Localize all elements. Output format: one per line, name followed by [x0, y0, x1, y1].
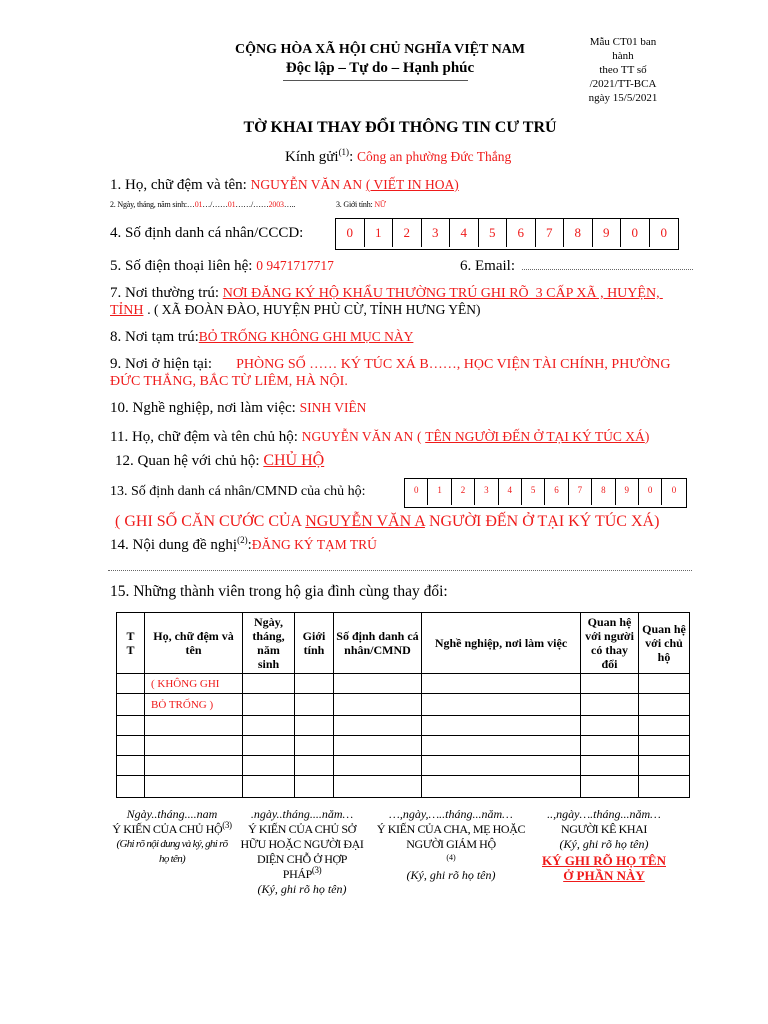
head-id-digit-box: 7 — [569, 479, 592, 505]
table-cell — [243, 756, 295, 776]
table-cell — [117, 776, 145, 798]
table-cell — [334, 776, 422, 798]
table-cell — [581, 776, 639, 798]
table-row — [117, 694, 690, 716]
signature-heading-text: Ý KIẾN CỦA CHỦ HỘ — [112, 822, 223, 836]
signature-owner — [238, 807, 366, 897]
table-cell — [117, 694, 145, 716]
signature-instruction: (Ghi rõ nội dung và ký, ghi rõ họ tên) — [116, 838, 228, 865]
head-id-instruction — [115, 512, 659, 532]
head-id-digit-box: 1 — [428, 479, 451, 505]
id-digit-box: 5 — [479, 219, 508, 247]
table-row — [117, 776, 690, 798]
field-permanent-residence — [110, 285, 695, 319]
table-cell — [334, 716, 422, 736]
field-label: 8. Nơi tạm trú: — [110, 329, 199, 345]
household-head-hint-close: ) — [644, 429, 650, 444]
recipient-colon: : — [349, 149, 354, 165]
column-header: Nghề nghiệp, nơi làm việc — [422, 613, 581, 674]
table-cell — [243, 674, 295, 694]
footnote-ref: (4) — [446, 853, 456, 862]
head-id-number-boxes — [404, 478, 687, 508]
household-head-hint: TÊN NGƯỜI ĐẾN Ở TẠI KÝ TÚC XÁ — [425, 429, 645, 444]
head-id-digit-box: 4 — [499, 479, 522, 505]
instruction-name: NGUYỄN VĂN A — [305, 513, 425, 530]
signature-date: .ngày..tháng....năm… — [250, 807, 354, 821]
head-id-digit-box: 0 — [639, 479, 662, 505]
phone-value: 0 9471717717 — [256, 258, 334, 273]
field-date-of-birth — [110, 199, 295, 211]
table-cell — [295, 736, 334, 756]
field-label: 12. Quan hệ với chủ hộ: — [115, 453, 260, 469]
relationship-value: CHỦ HỘ — [263, 452, 325, 469]
field-id-label: 4. Số định danh cá nhân/CCCD: — [110, 225, 304, 241]
table-cell — [639, 776, 690, 798]
head-id-digit-box: 3 — [475, 479, 498, 505]
signature-household-head — [112, 807, 232, 867]
table-cell — [243, 694, 295, 716]
id-digit-box: 3 — [422, 219, 451, 247]
field-label: 2. Ngày, tháng, năm sinh: — [110, 200, 187, 209]
signature-heading: Ý KIẾN CỦA CHA, MẸ HOẶC NGƯỜI GIÁM HỘ — [376, 822, 526, 851]
signature-instruction: (Ký, ghi rõ họ tên) — [406, 868, 496, 882]
form-reference-line: hành — [612, 50, 634, 62]
id-number-boxes — [335, 218, 679, 250]
table-cell — [581, 756, 639, 776]
household-head-value: NGUYỄN VĂN AN — [301, 429, 414, 444]
table-cell — [334, 756, 422, 776]
footnote-ref: (2) — [237, 535, 248, 545]
footnote-ref: (1) — [338, 147, 350, 157]
recipient-value: Công an phường Đức Thắng — [356, 149, 512, 164]
recipient-label: Kính gửi — [285, 149, 339, 165]
field-label: 10. Nghề nghiệp, nơi làm việc: — [110, 400, 296, 416]
field-temporary-residence — [110, 328, 413, 346]
dob-day: 01 — [194, 200, 203, 209]
table-cell — [295, 674, 334, 694]
id-digit-box: 7 — [536, 219, 565, 247]
id-digit-box: 0 — [336, 219, 365, 247]
instruction-part: GHI SỐ CĂN CƯỚC CỦA — [120, 513, 306, 530]
table-row — [117, 756, 690, 776]
signature-guardian — [376, 807, 526, 883]
table-cell — [422, 694, 581, 716]
temporary-residence-value: BỎ TRỐNG KHÔNG GHI MỤC NÀY — [198, 329, 414, 344]
column-header: Quan hệ với chủ hộ — [639, 613, 690, 674]
form-title: TỜ KHAI THAY ĐỔI THÔNG TIN CƯ TRÚ — [243, 119, 557, 136]
table-row — [117, 716, 690, 736]
member-name-cell — [145, 716, 243, 736]
form-reference — [572, 35, 674, 105]
field-full-name — [110, 176, 459, 194]
table-cell — [295, 756, 334, 776]
table-cell — [581, 694, 639, 716]
head-id-digit-box: 6 — [545, 479, 568, 505]
signature-date: …,ngày,…..tháng...năm… — [389, 807, 513, 821]
signature-heading — [238, 822, 366, 882]
table-cell — [117, 736, 145, 756]
signature-heading — [112, 822, 232, 837]
field-label: 5. Số điện thoại liên hệ: — [110, 258, 253, 274]
form-reference-line: ngày 15/5/2021 — [588, 92, 658, 104]
member-name-cell — [145, 756, 243, 776]
table-cell — [422, 716, 581, 736]
recipient-line — [285, 148, 511, 166]
field-head-id-label: 13. Số định danh cá nhân/CMND của chủ hộ: — [110, 484, 366, 499]
field-phone — [110, 257, 334, 275]
table-cell — [422, 736, 581, 756]
table-cell — [117, 756, 145, 776]
footnote-ref: (3) — [222, 820, 232, 830]
signature-heading-text: Ý KIẾN CỦA CHỦ SỞ HỮU HOẶC NGƯỜI ĐẠI DIỆN CHỖ Ở HỢP PHÁP — [240, 822, 364, 881]
dob-month: 01 — [227, 200, 236, 209]
table-cell — [243, 716, 295, 736]
field-household-head — [110, 428, 649, 446]
table-cell — [117, 716, 145, 736]
table-cell — [117, 674, 145, 694]
id-digit-box: 2 — [393, 219, 422, 247]
field-label: 14. Nội dung đề nghị — [110, 537, 238, 553]
field-current-residence — [110, 356, 695, 390]
column-header: Quan hệ với người có thay đổi — [581, 613, 639, 674]
head-id-digit-box: 5 — [522, 479, 545, 505]
head-id-digit-box: 0 — [671, 485, 677, 495]
instruction-part: NGƯỜI ĐẾN Ở TẠI KÝ TÚC XÁ) — [424, 513, 660, 530]
request-value: ĐĂNG KÝ TẠM TRÚ — [251, 537, 377, 552]
id-digit-box: 0 — [660, 225, 667, 240]
occupation-value: SINH VIÊN — [299, 400, 367, 415]
table-cell — [295, 776, 334, 798]
member-name-cell — [145, 736, 243, 756]
id-digit-box: 0 — [621, 219, 650, 247]
signature-instruction: (Ký, ghi rõ họ tên) — [257, 882, 347, 896]
field-occupation — [110, 399, 366, 417]
table-row — [117, 674, 690, 694]
gender-value: NỮ — [374, 200, 386, 209]
table-cell — [243, 776, 295, 798]
table-cell — [422, 756, 581, 776]
head-id-digit-box: 9 — [616, 479, 639, 505]
signature-declarant — [532, 807, 676, 883]
member-name-cell: ( KHÔNG GHI — [145, 674, 243, 694]
table-cell — [639, 716, 690, 736]
table-cell — [422, 674, 581, 694]
table-header-row — [117, 613, 690, 674]
field-relationship — [115, 452, 324, 470]
signature-date: Ngày..tháng....nam — [126, 807, 218, 821]
full-name-hint: ( VIẾT IN HOA) — [365, 177, 459, 192]
email-dotted-line — [522, 269, 693, 270]
dob-dots: ……/…… — [235, 200, 269, 209]
signer-note: KÝ GHI RÕ HỌ TÊN Ở PHẦN NÀY — [541, 853, 666, 883]
field-request — [110, 536, 377, 554]
household-head-hint-open: ( — [416, 429, 422, 444]
table-cell — [639, 694, 690, 716]
table-cell — [639, 674, 690, 694]
current-residence-value: PHÒNG SỐ …… KÝ TÚC XÁ B……, HỌC VIỆN TÀI CHÍNH, PHƯỜNG ĐỨC THẮNG, BẮC TỪ LIÊM, HÀ NỘI. — [110, 357, 671, 389]
form-reference-line: theo TT số — [599, 64, 647, 76]
signature-heading: NGƯỜI KÊ KHAI — [560, 822, 648, 836]
member-name-cell: BỎ TRỐNG ) — [145, 694, 243, 716]
signature-instruction: (Ký, ghi rõ họ tên) — [559, 837, 649, 851]
table-cell — [295, 716, 334, 736]
table-cell — [334, 736, 422, 756]
head-id-digit-box: 0 — [405, 479, 428, 505]
field-label: 11. Họ, chữ đệm và tên chủ hộ: — [110, 429, 298, 445]
field-colon: : — [247, 537, 252, 553]
field-label: 7. Nơi thường trú: — [110, 285, 219, 301]
table-cell — [639, 736, 690, 756]
column-header: Số định danh cá nhân/CMND — [334, 613, 422, 674]
id-digit-box: 1 — [365, 219, 394, 247]
table-cell — [639, 756, 690, 776]
form-reference-line: Mẫu CT01 ban — [589, 36, 657, 48]
footnote-ref: (3) — [311, 865, 322, 875]
id-digit-box: 8 — [564, 219, 593, 247]
table-cell — [581, 736, 639, 756]
form-reference-line: /2021/TT-BCA — [589, 78, 657, 90]
dob-dots: …/…… — [202, 200, 228, 209]
request-dotted-line — [108, 570, 692, 571]
motto: Độc lập – Tự do – Hạnh phúc — [285, 60, 475, 76]
motto-underline — [283, 80, 468, 81]
table-cell — [243, 736, 295, 756]
column-header: Ngày, tháng, năm sinh — [243, 613, 295, 674]
table-cell — [334, 694, 422, 716]
table-cell — [422, 776, 581, 798]
table-row — [117, 736, 690, 756]
nation-heading: CỘNG HÒA XÃ HỘI CHỦ NGHĨA VIỆT NAM — [234, 42, 525, 57]
permanent-residence-value: NƠI ĐĂNG KÝ HỘ KHẨU THƯỜNG TRÚ GHI RÕ 3 CẤP XÃ , HUYỆN, TỈNH — [110, 286, 663, 318]
table-cell — [581, 716, 639, 736]
members-table — [116, 612, 690, 798]
dob-year: 2003 — [268, 200, 284, 209]
member-name-cell — [145, 776, 243, 798]
instruction-part: ( — [115, 513, 121, 530]
permanent-residence-example: . ( XÃ ĐOÀN ĐÀO, HUYỆN PHÙ CỪ, TỈNH HƯNG YÊN) — [147, 302, 481, 317]
column-header: TT — [117, 613, 145, 674]
column-header: Giới tính — [295, 613, 334, 674]
head-id-digit-box: 2 — [452, 479, 475, 505]
table-cell — [334, 674, 422, 694]
dob-dots: … — [186, 200, 195, 209]
full-name-value: NGUYỄN VĂN AN — [250, 177, 363, 192]
head-id-digit-box: 8 — [592, 479, 615, 505]
dob-dots: ….. — [283, 200, 296, 209]
field-gender — [336, 199, 386, 211]
column-header: Họ, chữ đệm và tên — [145, 613, 243, 674]
field-label: 1. Họ, chữ đệm và tên: — [110, 177, 247, 193]
id-digit-box: 9 — [593, 219, 622, 247]
field-label: 3. Giới tính: — [336, 200, 373, 209]
field-label: 9. Nơi ở hiện tại: — [110, 356, 213, 372]
field-email-label: 6. Email: — [460, 258, 515, 274]
field-members-label: 15. Những thành viên trong hộ gia đình cùng thay đổi: — [110, 583, 448, 600]
table-cell — [581, 674, 639, 694]
id-digit-box: 6 — [507, 219, 536, 247]
id-digit-box: 4 — [450, 219, 479, 247]
table-cell — [295, 694, 334, 716]
signature-date: ..,ngày….tháng...năm… — [547, 807, 661, 821]
